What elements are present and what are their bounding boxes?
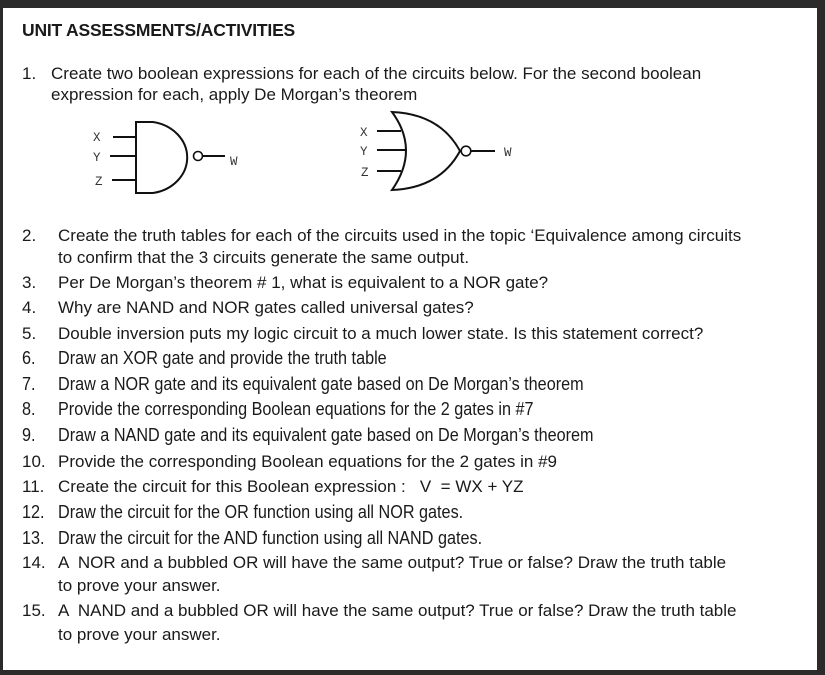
nand-gate-body xyxy=(136,122,187,193)
item-13-text: Draw the circuit for the AND function using all NAND gates. xyxy=(58,528,483,548)
gate1-output-w-label: W xyxy=(230,155,238,169)
item-14-text-line-1: A NOR and a bubbled OR will have the same output? True or false? Draw the truth table xyxy=(58,553,727,572)
item-12-text: Draw the circuit for the OR function using all NOR gates. xyxy=(58,502,464,522)
item-3-number: 3. xyxy=(22,273,37,292)
gate2-output-w-label: W xyxy=(504,146,512,160)
item-3-text: Per De Morgan’s theorem # 1, what is equivalent to a NOR gate? xyxy=(58,273,549,292)
section-title: UNIT ASSESSMENTS/ACTIVITIES xyxy=(22,20,296,40)
item-15-text-line-2: to prove your answer. xyxy=(58,625,221,644)
item-5-number: 5. xyxy=(22,324,37,343)
item-5-text: Double inversion puts my logic circuit to a much lower state. Is this statement correct? xyxy=(58,324,704,343)
item-9-number: 9. xyxy=(22,425,36,445)
nor-output-bubble xyxy=(461,146,471,156)
gate2-input-z-label: Z xyxy=(361,166,369,180)
gate1-input-y-label: Y xyxy=(93,151,101,165)
item-15-text-line-1: A NAND and a bubbled OR will have the same output? True or false? Draw the truth table xyxy=(58,601,737,620)
item-1-number: 1. xyxy=(22,64,37,83)
item-14-text-line-2: to prove your answer. xyxy=(58,576,221,595)
nand-output-bubble xyxy=(194,152,203,161)
item-1-text-line-2: expression for each, apply De Morgan’s theorem xyxy=(51,85,418,104)
item-13-number: 13. xyxy=(22,528,45,548)
gate1-input-z-label: Z xyxy=(95,175,103,189)
item-2-text-line-1: Create the truth tables for each of the circuits used in the topic ‘Equivalence among circuits xyxy=(58,226,742,245)
item-15-number: 15. xyxy=(22,601,46,620)
item-2-text-line-2: to confirm that the 3 circuits generate the same output. xyxy=(58,248,470,267)
item-11-text: Create the circuit for this Boolean expression : V = WX + YZ xyxy=(58,477,524,496)
item-7-number: 7. xyxy=(22,374,36,394)
nor-gate-diagram xyxy=(360,112,512,190)
gate2-input-x-label: X xyxy=(360,126,368,140)
item-14-number: 14. xyxy=(22,553,46,572)
document-page xyxy=(3,8,817,670)
item-9-text: Draw a NAND gate and its equivalent gate based on De Morgan’s theorem xyxy=(58,425,594,445)
gate1-input-x-label: X xyxy=(93,131,101,145)
nand-gate-diagram xyxy=(93,122,238,193)
item-6-number: 6. xyxy=(22,348,36,368)
item-11-number: 11. xyxy=(22,477,45,496)
item-2-number: 2. xyxy=(22,226,37,245)
item-1-text-line-1: Create two boolean expressions for each of the circuits below. For the second boolean xyxy=(51,64,702,83)
item-4-number: 4. xyxy=(22,298,37,317)
item-8-number: 8. xyxy=(22,399,36,419)
item-12-number: 12. xyxy=(22,502,45,522)
item-6-text: Draw an XOR gate and provide the truth table xyxy=(58,348,387,368)
gate2-input-y-label: Y xyxy=(360,145,368,159)
item-7-text: Draw a NOR gate and its equivalent gate based on De Morgan’s theorem xyxy=(58,374,584,394)
item-10-text: Provide the corresponding Boolean equations for the 2 gates in #9 xyxy=(58,452,558,471)
item-8-text: Provide the corresponding Boolean equations for the 2 gates in #7 xyxy=(58,399,534,419)
item-4-text: Why are NAND and NOR gates called universal gates? xyxy=(58,298,474,317)
item-10-number: 10. xyxy=(22,452,46,471)
